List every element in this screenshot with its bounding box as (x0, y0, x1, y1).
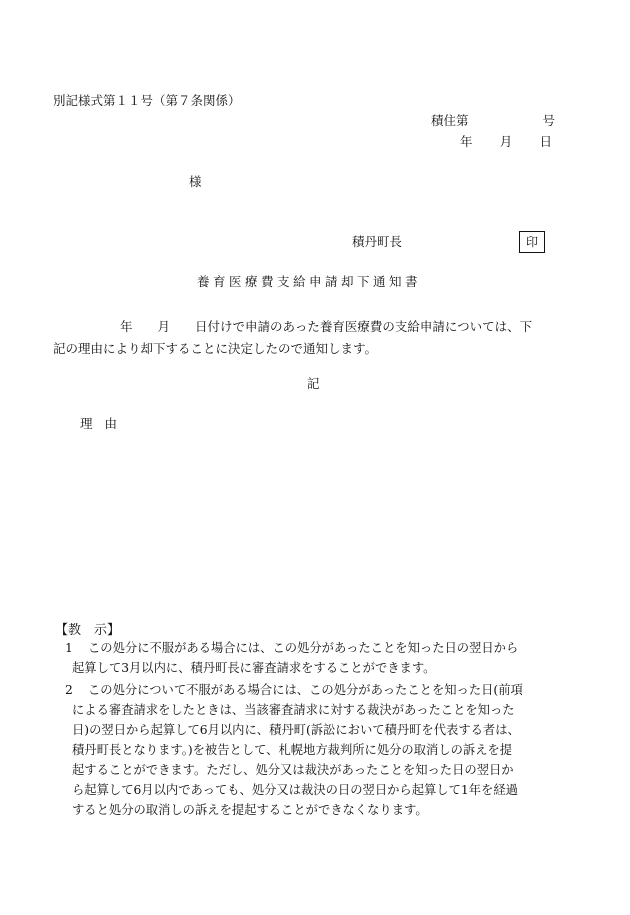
reference-suffix: 号 (542, 113, 555, 128)
date-month-label: 月 (499, 134, 513, 149)
date-day-label: 日 (539, 134, 552, 149)
date-year-label: 年 (460, 134, 473, 149)
reason-label: 理由 (80, 416, 130, 431)
notice-item-1-line: 起算して3月以内に、積丹町長に審査請求をすることができます。 (72, 661, 436, 675)
body-text-line-1: 年 月 日付けで申請のあった養育医療費の支給申請については、下 (120, 319, 533, 334)
notice-heading: 【教 示】 (55, 623, 121, 638)
notice-item-2-number: 2 (65, 683, 73, 697)
notice-item-2-line: この処分について不服がある場合には、この処分があったことを知った日(前項 (88, 683, 523, 697)
notice-item-2-line: による審査請求をしたときは、当該審査請求に対する裁決があったことを知った (72, 703, 515, 717)
notice-item-1-number: 1 (65, 641, 73, 655)
notice-item-2-line: ら起算して6月以内であっても、処分又は裁決の日の翌日から起算して1年を経過 (72, 783, 518, 797)
notice-item-2-line: すると処分の取消しの訴えを提起することができなくなります。 (72, 803, 428, 817)
record-heading: 記 (307, 376, 320, 391)
reference-number (431, 113, 555, 129)
notice-item-2-line: 積丹町長となります。)を被告として、札幌地方裁判所に処分の取消しの訴えを提 (72, 743, 513, 757)
issuer-name: 積丹町長 (352, 234, 403, 249)
notice-item-2-line: 起することができます。ただし、処分又は裁決があったことを知った日の翌日か (72, 763, 514, 777)
notice-item-2-line: 日)の翌日から起算して6月以内に、積丹町(訴訟において積丹町を代表する者は、 (72, 723, 520, 737)
addressee-honorific: 様 (189, 174, 202, 189)
body-text-line-2: 記の理由により却下することに決定したので通知します。 (53, 341, 378, 356)
notice-item-1-line: この処分に不服がある場合には、この処分があったことを知った日の翌日から (88, 641, 519, 655)
document-title: 養育医療費支給申請却下通知書 (197, 274, 422, 289)
issue-date (460, 134, 552, 150)
reference-prefix: 積住第 (431, 113, 469, 128)
form-number: 別記様式第１１号（第７条関係） (53, 93, 241, 108)
seal-box: 印 (519, 231, 545, 253)
